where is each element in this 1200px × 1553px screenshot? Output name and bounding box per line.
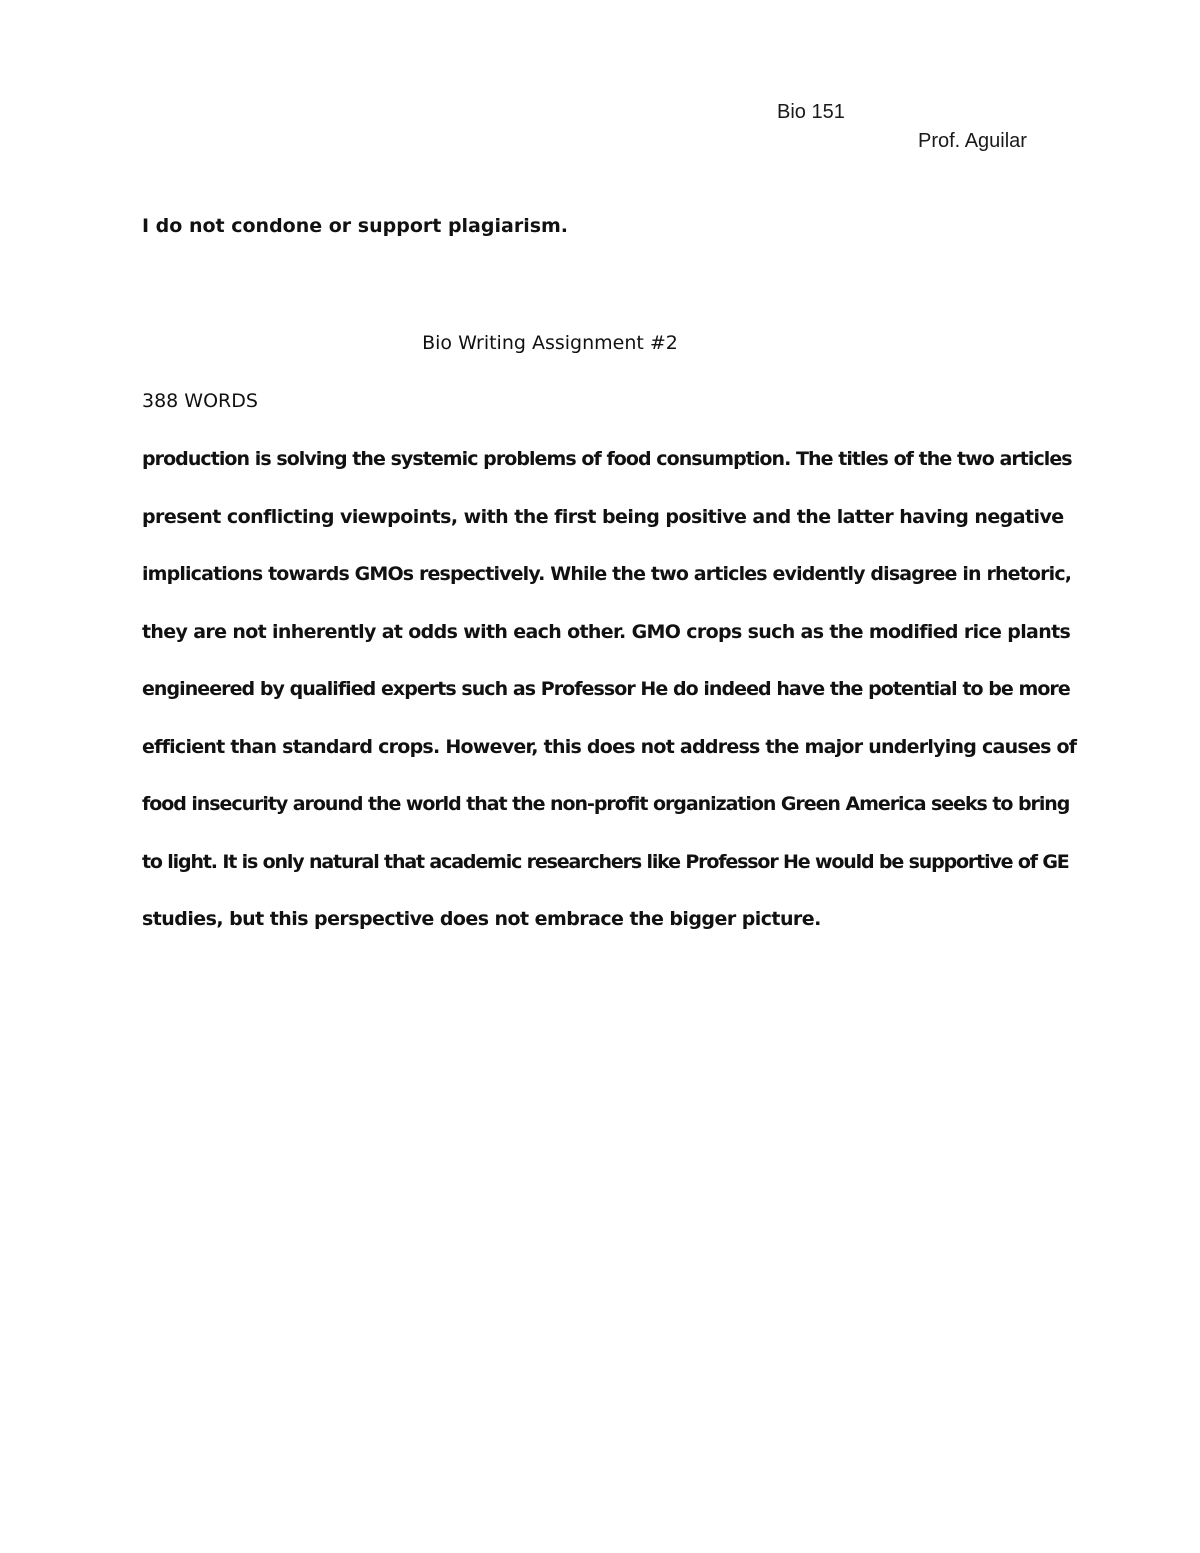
- essay-line: they are not inherently at odds with each other. GMO crops such as the modified rice plants: [142, 620, 1071, 643]
- course-label: Bio 151: [777, 101, 845, 123]
- plagiarism-statement: I do not condone or support plagiarism.: [142, 215, 569, 237]
- essay-line: implications towards GMOs respectively. While the two articles evidently disagree in rhetoric,: [142, 563, 1072, 585]
- essay-line: present conflicting viewpoints, with the first being positive and the latter having negative: [142, 505, 1064, 528]
- essay-line: to light. It is only natural that academic researchers like Professor He would be supportive of GE: [142, 850, 1069, 873]
- assignment-title: Bio Writing Assignment #2: [422, 332, 678, 354]
- essay-line: production is solving the systemic problems of food consumption. The titles of the two articles: [142, 448, 1072, 470]
- essay-body: [142, 445, 1077, 963]
- essay-line: efficient than standard crops. However, this does not address the major underlying causes of: [142, 735, 1077, 758]
- essay-line: studies, but this perspective does not embrace the bigger picture.: [142, 908, 821, 930]
- word-count: 388 WORDS: [142, 390, 258, 412]
- essay-line: food insecurity around the world that the non-profit organization Green America seeks to bring: [142, 793, 1070, 815]
- professor-label: Prof. Aguilar: [918, 130, 1027, 152]
- essay-line: engineered by qualified experts such as Professor He do indeed have the potential to be more: [142, 678, 1070, 700]
